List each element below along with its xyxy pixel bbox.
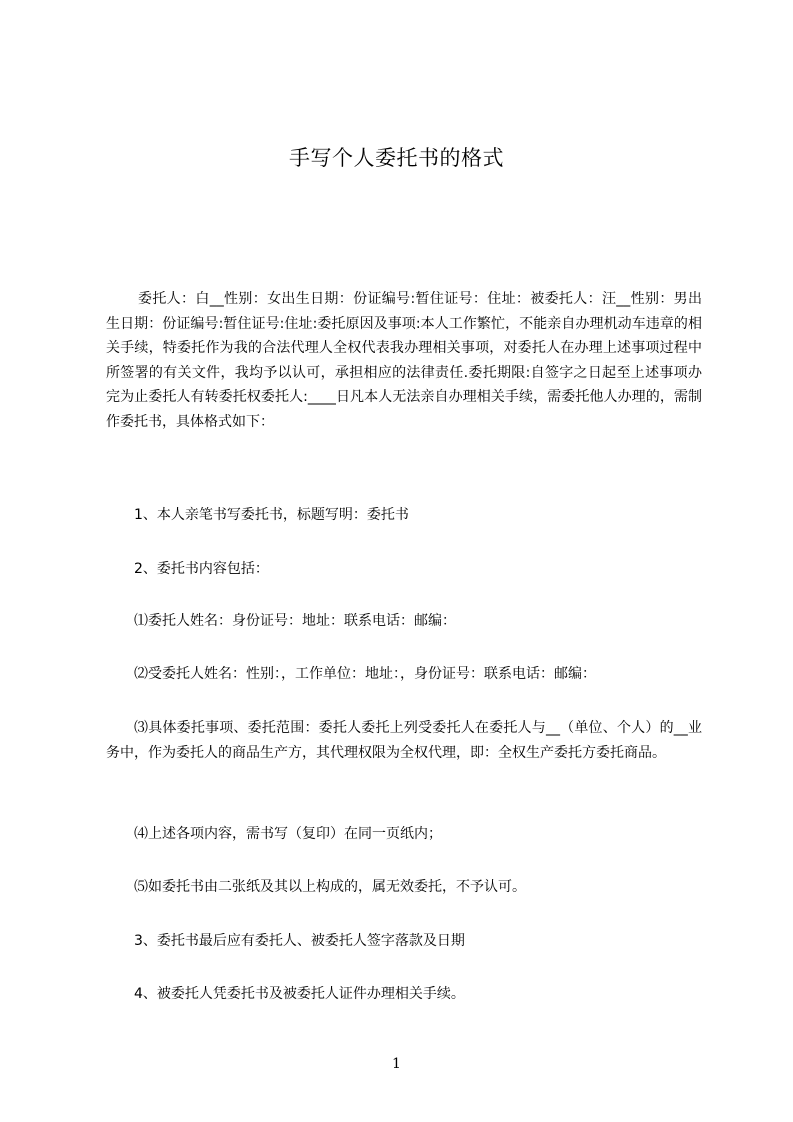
list-item: ⑴委托人姓名：身份证号：地址：联系电话：邮编： — [134, 613, 456, 629]
list-item: ⑷上述各项内容，需书写（复印）在同一页纸内； — [134, 826, 442, 842]
list-item: 3、委托书最后应有委托人、被委托人签字落款及日期 — [134, 933, 465, 949]
list-item: 4、被委托人凭委托书及被委托人证件办理相关手续。 — [134, 986, 465, 1002]
list-item: ⑶具体委托事项、委托范围：委托人委托上列受委托人在委托人与__（单位、个人）的__业务中，作为委托人的商品生产方，其代理权限为全权代理，即：全权生产委托方委托商品。 — [106, 720, 702, 761]
document-title: 手写个人委托书的格式 — [289, 146, 504, 170]
list-item: ⑵受委托人姓名：性别：，工作单位：地址：，身份证号：联系电话：邮编： — [134, 666, 596, 682]
list-item: 2、委托书内容包括： — [134, 561, 269, 577]
page-number: 1 — [392, 1056, 401, 1072]
intro-paragraph: 委托人：白__性别：女出生日期：份证编号:暂住证号：住址：被委托人：汪__性别：男出生日期：份证编号:暂住证号:住址:委托原因及事项:本人工作繁忙，不能亲自办理机动车违章的相关手续，特委托作为我的合法代理人全权代表我办理相关事项，对委托人在办理上述事项过程中所签署的有关文件，我均予以认可，承担相应的法律责任.委托期限:自签字之日起至上述事项办完为止委托人有转委托权委托人:____日凡本人无法亲自办理相关手续，需委托他人办理的，需制作委托书，具体格式如下： — [106, 291, 702, 430]
list-item: 1、本人亲笔书写委托书，标题写明：委托书 — [134, 507, 409, 523]
list-item: ⑸如委托书由二张纸及其以上构成的，属无效委托，不予认可。 — [134, 879, 526, 895]
